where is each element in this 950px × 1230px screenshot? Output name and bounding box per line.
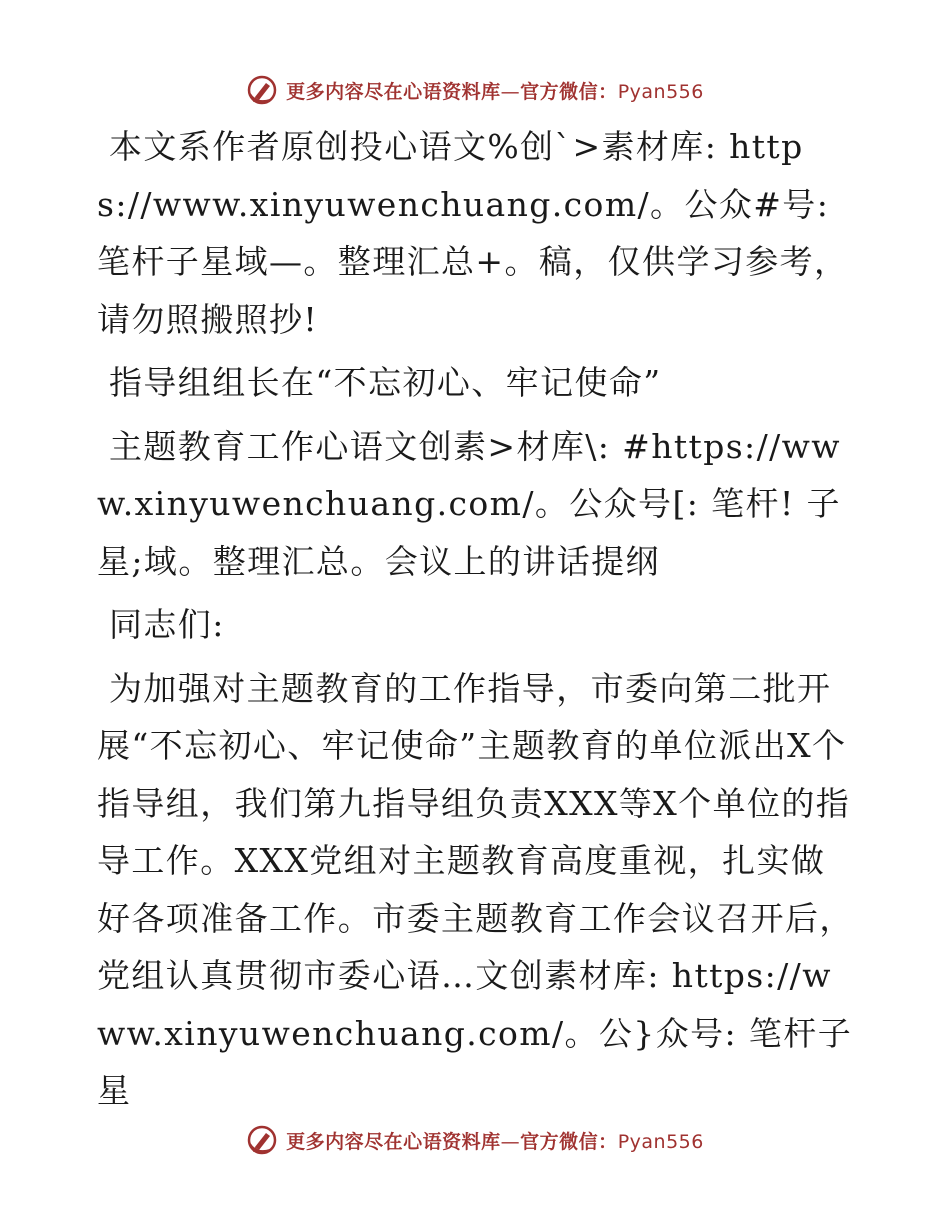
footer-banner-inner [246,1124,704,1156]
paragraph-salutation: 同志们: [109,605,225,644]
banner-wechat-id: Pyan556 [617,1130,704,1153]
paragraph-title-line-2: 主题教育工作心语文创素>材库\: #https://www.xinyuwenchuang.com/。公众号[: 笔杆! 子星;域。整理汇总。会议上的讲话提纲 [97,426,841,581]
header-banner [0,70,950,110]
paragraph-source-notice: 本文系作者原创投心语文%创`>素材库: https://www.xinyuwenchuang.com/。公众#号: 笔杆子星域—。整理汇总+。稿，仅供学习参考，请勿照搬照抄! [97,127,849,339]
header-banner-inner [246,74,704,106]
paragraph-title-line-1: 指导组组长在“不忘初心、牢记使命” [109,363,662,402]
banner-wechat-label: 官方微信： [520,80,618,103]
footer-banner-text [286,1127,704,1154]
banner-separator: — [500,1130,521,1153]
pen-logo-icon [246,74,278,106]
footer-banner [0,1120,950,1160]
banner-wechat-id: Pyan556 [617,80,704,103]
header-banner-text [286,77,704,104]
banner-site-name: 更多内容尽在心语资料库 [286,1130,501,1153]
banner-site-name: 更多内容尽在心语资料库 [286,80,501,103]
paragraph-body: 为加强对主题教育的工作指导，市委向第二批开展“不忘初心、牢记使命”主题教育的单位派出X个指导组，我们第九指导组负责XXX等X个单位的指导工作。XXX党组对主题教育高度重视，扎实做好各项准备工作。市委主题教育工作会议召开后，党组认真贯彻市委心语…文创素材库: https://www.xinyuwenchuang.com/。公}众号: 笔杆子星 [97,668,854,1110]
pen-logo-icon [246,1124,278,1156]
document-body [97,118,857,1120]
banner-wechat-label: 官方微信： [520,1130,618,1153]
banner-separator: — [500,80,521,103]
